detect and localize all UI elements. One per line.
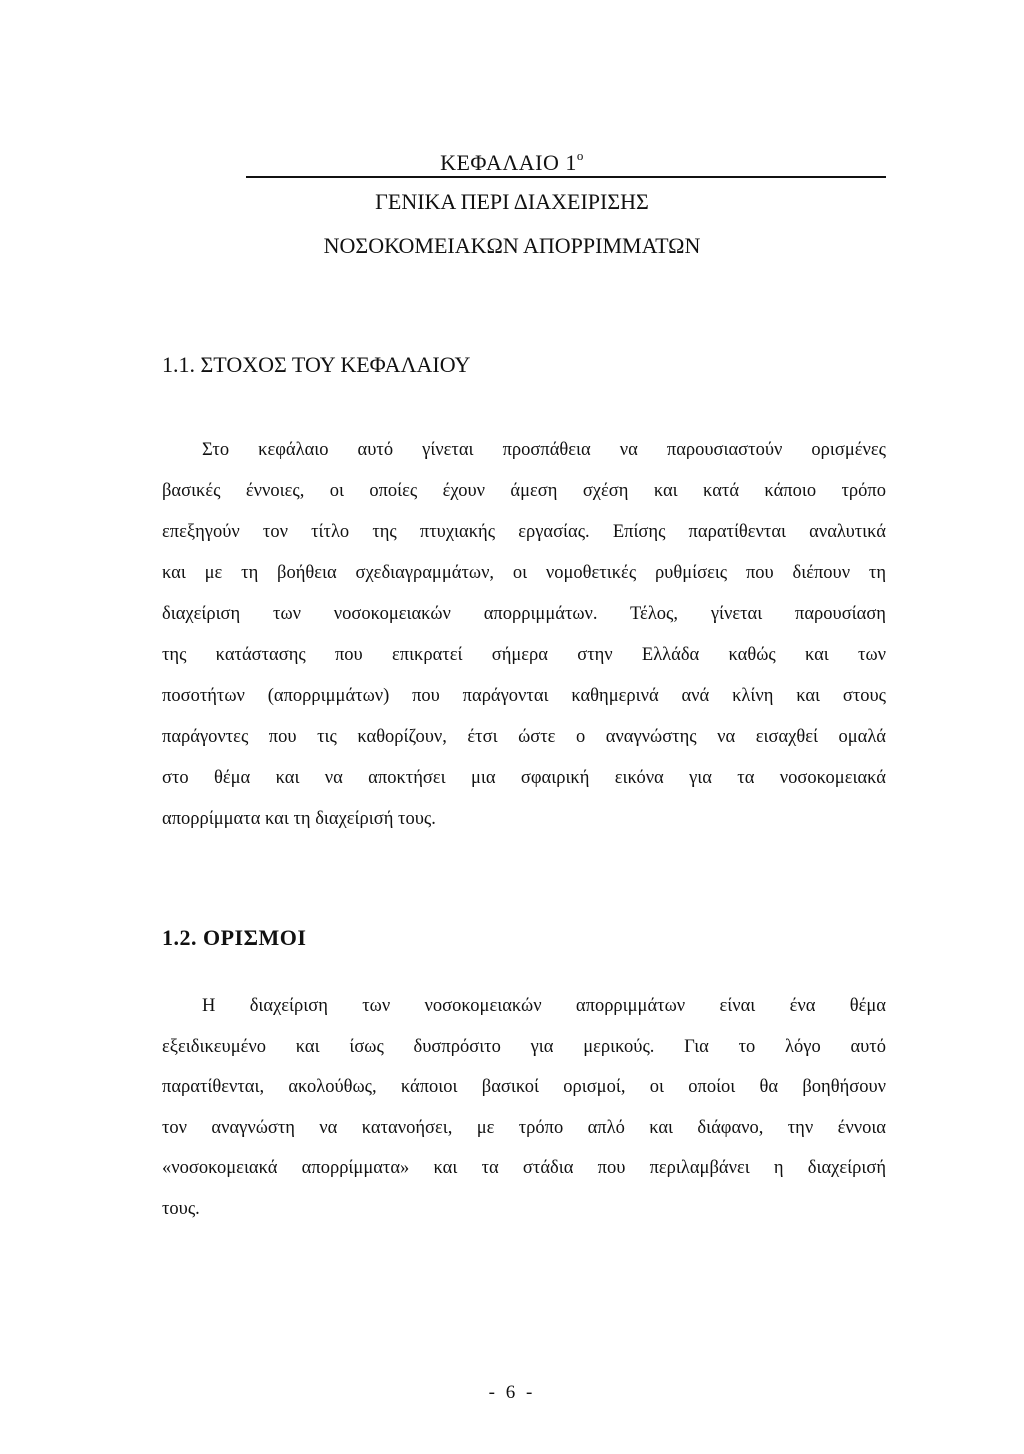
section-1-paragraph bbox=[162, 430, 886, 840]
paragraph-line: Η διαχείριση των νοσοκομειακών απορριμμάτων είναι ένα θέμα bbox=[202, 996, 886, 1016]
paragraph-line: Στο κεφάλαιο αυτό γίνεται προσπάθεια να παρουσιαστούν ορισμένες bbox=[202, 440, 886, 460]
chapter-subtitle-line-1: ΓΕΝΙΚΑ ΠΕΡΙ ΔΙΑΧΕΙΡΙΣΗΣ bbox=[375, 189, 649, 214]
paragraph-line: στο θέμα και να αποκτήσει μια σφαιρική εικόνα για τα νοσοκομειακά bbox=[162, 768, 886, 788]
title-underline bbox=[246, 176, 886, 178]
paragraph-line: βασικές έννοιες, οι οποίες έχουν άμεση σχέση και κατά κάποιο τρόπο bbox=[162, 481, 886, 501]
section-2-paragraph bbox=[162, 986, 886, 1229]
paragraph-line: και με τη βοήθεια σχεδιαγραμμάτων, οι νομοθετικές ρυθμίσεις που διέπουν τη bbox=[162, 563, 886, 583]
paragraph-line: παρατίθενται, ακολούθως, κάποιοι βασικοί ορισμοί, οι οποίοι θα βοηθήσουν bbox=[162, 1077, 886, 1097]
paragraph-line: επεξηγούν τον τίτλο της πτυχιακής εργασίας. Επίσης παρατίθενται αναλυτικά bbox=[162, 522, 886, 542]
paragraph-line: απορρίμματα και τη διαχείρισή τους. bbox=[162, 809, 436, 829]
section-heading-1-1: 1.1. ΣΤΟΧΟΣ ΤΟΥ ΚΕΦΑΛΑΙΟΥ bbox=[162, 352, 471, 377]
paragraph-line: εξειδικευμένο και ίσως δυσπρόσιτο για μερικούς. Για το λόγο αυτό bbox=[162, 1036, 886, 1057]
chapter-title bbox=[0, 143, 1024, 176]
paragraph-line: της κατάστασης που επικρατεί σήμερα στην Ελλάδα καθώς και των bbox=[162, 645, 886, 665]
page-number: - 6 - bbox=[488, 1382, 536, 1403]
paragraph-line: παράγοντες που τις καθορίζουν, έτσι ώστε ο αναγνώστης να εισαχθεί ομαλά bbox=[162, 727, 886, 747]
chapter-title-superscript: ο bbox=[576, 148, 584, 163]
paragraph-line: «νοσοκομειακά απορρίμματα» και τα στάδια που περιλαμβάνει η διαχείρισή bbox=[162, 1158, 886, 1178]
chapter-title-text: ΚΕΦΑΛΑΙΟ 1 bbox=[440, 150, 577, 175]
paragraph-line: ποσοτήτων (απορριμμάτων) που παράγονται καθημερινά ανά κλίνη και στους bbox=[162, 686, 886, 706]
paragraph-line: τον αναγνώστη να κατανοήσει, με τρόπο απλό και διάφανο, την έννοια bbox=[162, 1117, 886, 1138]
section-heading-1-2: 1.2. ΟΡΙΣΜΟΙ bbox=[162, 925, 307, 950]
chapter-subtitle-line-2: ΝΟΣΟΚΟΜΕΙΑΚΩΝ ΑΠΟΡΡΙΜΜΑΤΩΝ bbox=[323, 233, 701, 258]
paragraph-line: διαχείριση των νοσοκομειακών απορριμμάτων. Τέλος, γίνεται παρουσίαση bbox=[162, 604, 886, 624]
paragraph-line: τους. bbox=[162, 1198, 200, 1219]
